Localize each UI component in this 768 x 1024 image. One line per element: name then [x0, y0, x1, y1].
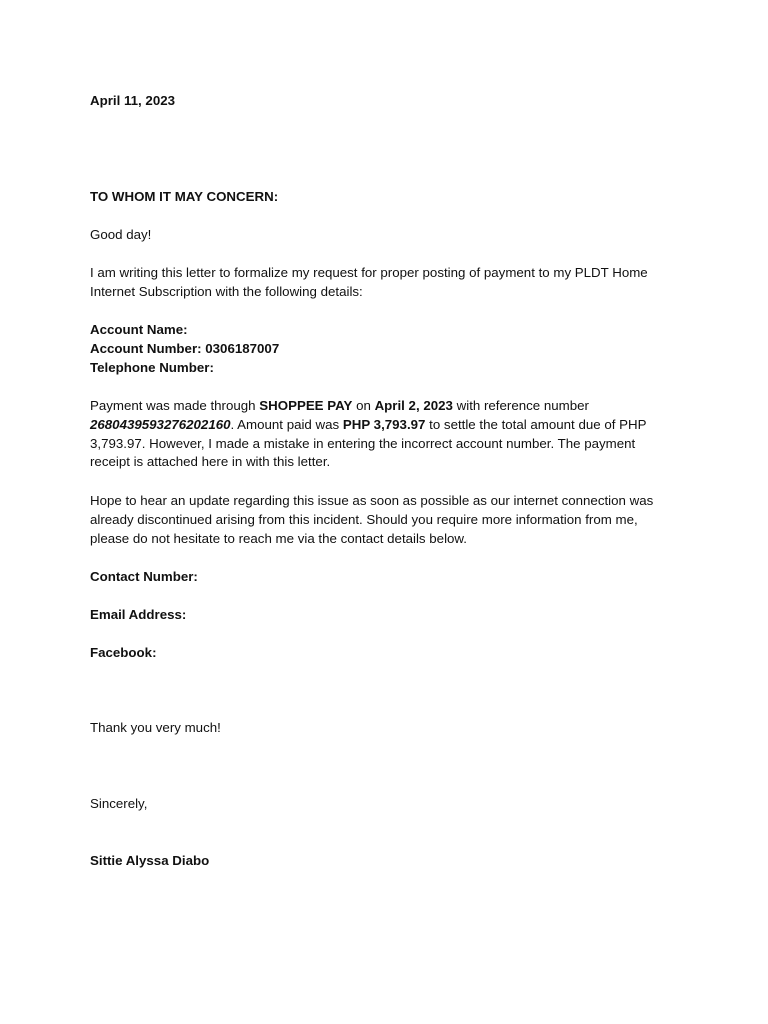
account-number-label: Account Number:: [90, 340, 202, 356]
email-address-label: Email Address:: [90, 607, 187, 622]
thanks-line: Thank you very much!: [90, 720, 221, 735]
telephone-label: Telephone Number:: [90, 359, 214, 375]
closing-para-line-1: Hope to hear an update regarding this issue as soon as possible as our internet connection was: [90, 493, 654, 508]
account-name-label: Account Name:: [90, 322, 188, 337]
payment-text-1: Payment was made through: [90, 398, 260, 413]
closing-para-line-3: please do not hesitate to reach me via the contact details below.: [90, 530, 467, 546]
payment-line-2: [90, 416, 646, 435]
payment-text-2: on: [352, 398, 375, 413]
intro-line-1: I am writing this letter to formalize my request for proper posting of payment to my PLDT Home: [90, 265, 648, 280]
payment-line-4: receipt is attached here in with this letter.: [90, 454, 331, 470]
signature-name: Sittie Alyssa Diabo: [90, 853, 210, 868]
payment-text-4: . Amount paid was: [230, 416, 343, 432]
facebook-label: Facebook:: [90, 645, 157, 660]
payment-date: April 2, 2023: [374, 398, 453, 413]
letter-date: April 11, 2023: [90, 93, 176, 108]
account-number-value: 0306187007: [205, 340, 280, 356]
payment-text-3: with reference number: [452, 398, 589, 413]
payment-line-3: 3,793.97. However, I made a mistake in entering the incorrect account number. The payment: [90, 435, 636, 451]
payment-method: SHOPPEE PAY: [259, 398, 353, 413]
closing-para-line-2: already discontinued arising from this incident. Should you require more information from me,: [90, 511, 638, 527]
amount-paid: PHP 3,793.97: [342, 416, 426, 432]
reference-number: 2680439593276202160: [90, 416, 231, 432]
payment-line-1: [90, 397, 589, 416]
intro-line-2: Internet Subscription with the following details:: [90, 283, 363, 299]
account-number-row: [90, 340, 279, 359]
payment-text-5: to settle the total amount due of PHP: [425, 416, 647, 432]
salutation: TO WHOM IT MAY CONCERN:: [90, 189, 279, 204]
contact-number-label: Contact Number:: [90, 569, 198, 584]
signoff: Sincerely,: [90, 796, 148, 811]
greeting: Good day!: [90, 227, 152, 242]
